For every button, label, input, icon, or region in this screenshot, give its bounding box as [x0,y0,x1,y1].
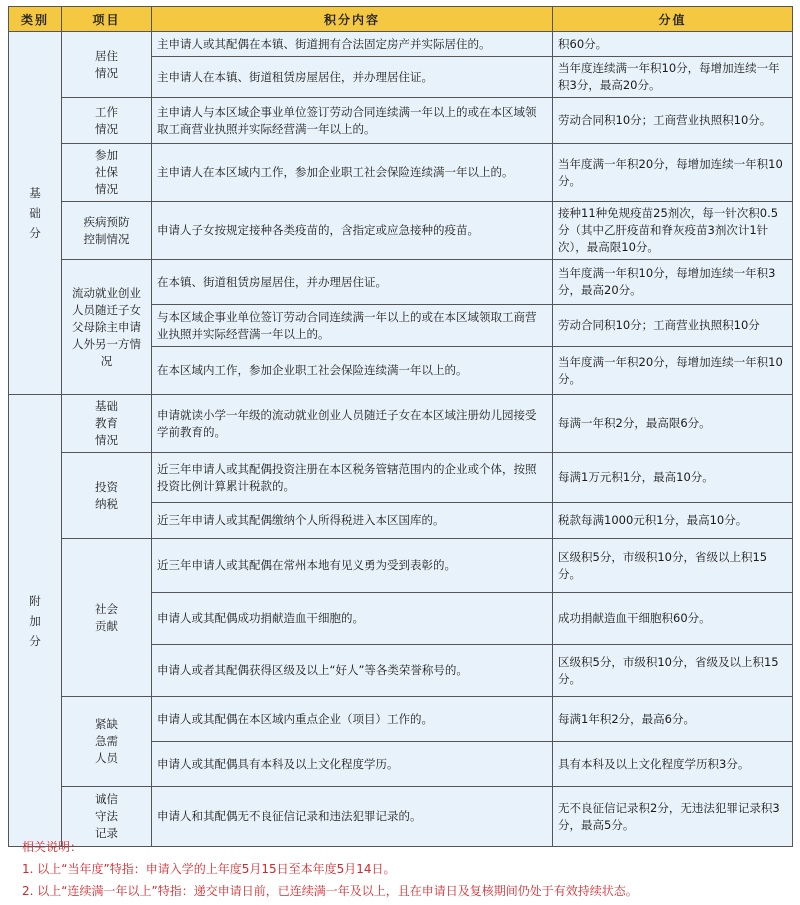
row-content: 主申请人在本镇、街道租赁房屋居住，并办理居住证。 [152,57,553,98]
notes-line-1: 1. 以上“当年度”特指：申请入学的上年度5月15日至本年度5月14日。 [22,862,396,876]
row-content: 在本镇、街道租赁房屋居住，并办理居住证。 [152,260,553,305]
item-migrant-family: 流动就业创业人员随迁子女父母除主申请人外另一方情况 [62,260,152,395]
table-row [9,697,793,742]
item-basic-education: 基础教育情况 [62,395,152,453]
row-content: 主申请人与本区域企事业单位签订劳动合同连续满一年以上的或在本区域领取工商营业执照并实际经营满一年以上的。 [152,98,553,144]
row-value: 当年度满一年积20分，每增加连续一年积10分。 [553,347,793,395]
row-content: 近三年申请人或其配偶投资注册在本区税务管辖范围内的企业或个体，按照投资比例计算累计税款的。 [152,453,553,503]
row-content: 申请人或者其配偶获得区级及以上“好人”等各类荣誉称号的。 [152,645,553,697]
row-content: 近三年申请人或其配偶缴纳个人所得税进入本区国库的。 [152,503,553,539]
row-value: 当年度连续满一年积10分，每增加连续一年积3分，最高20分。 [553,57,793,98]
row-content: 申请人或其配偶在本区域内重点企业（项目）工作的。 [152,697,553,742]
table-header-row [9,7,793,32]
row-content: 申请人或其配偶具有本科及以上文化程度学历。 [152,742,553,787]
item-residence: 居住情况 [62,32,152,98]
row-value: 每满1万元积1分，最高10分。 [553,453,793,503]
row-value: 每满1年积2分，最高6分。 [553,697,793,742]
row-content: 申请就读小学一年级的流动就业创业人员随迁子女在本区域注册幼儿园接受学前教育的。 [152,395,553,453]
table-row [9,395,793,453]
row-value: 具有本科及以上文化程度学历积3分。 [553,742,793,787]
item-work: 工作情况 [62,98,152,144]
category-basic: 基础分 [9,32,62,395]
row-value: 当年度满一年积20分，每增加连续一年积10分。 [553,144,793,202]
row-value: 当年度满一年积10分，每增加连续一年积3分，最高20分。 [553,260,793,305]
row-content: 申请人和其配偶无不良征信记录和违法犯罪记录的。 [152,787,553,847]
row-content: 申请人或其配偶成功捐献造血干细胞的。 [152,593,553,645]
header-item: 项目 [62,7,152,32]
table-row [9,453,793,503]
row-content: 在本区域内工作，参加企业职工社会保险连续满一年以上的。 [152,347,553,395]
notes-line-2: 2. 以上“连续满一年以上”特指：递交申请日前，已连续满一年及以上，且在申请日及复核期间仍处于有效持续状态。 [22,884,638,898]
row-value: 接种11种免规疫苗25剂次，每一针次积0.5分（其中乙肝疫苗和脊灰疫苗3剂次计1针次），最高限10分。 [553,202,793,260]
item-shortage-talent: 紧缺急需人员 [62,697,152,787]
table-row [9,98,793,144]
table-row [9,144,793,202]
row-value: 劳动合同积10分；工商营业执照积10分。 [553,98,793,144]
row-value: 税款每满1000元积1分，最高10分。 [553,503,793,539]
table-row [9,260,793,305]
item-integrity-record: 诚信守法记录 [62,787,152,847]
row-content: 与本区域企事业单位签订劳动合同连续满一年以上的或在本区域领取工商营业执照并实际经营满一年以上的。 [152,305,553,347]
points-table [8,6,793,847]
notes-section [22,836,638,902]
row-value: 区级积5分，市级积10分，省级以上积15分。 [553,539,793,593]
header-content: 积分内容 [152,7,553,32]
table-row [9,32,793,57]
item-social-insurance: 参加社保情况 [62,144,152,202]
row-value: 区级积5分，市级积10分，省级及以上积15分。 [553,645,793,697]
row-value: 劳动合同积10分；工商营业执照积10分 [553,305,793,347]
item-social-contribution: 社会贡献 [62,539,152,697]
item-investment-tax: 投资纳税 [62,453,152,539]
table-row [9,539,793,593]
notes-title: 相关说明： [22,840,83,854]
header-category: 类别 [9,7,62,32]
header-value: 分值 [553,7,793,32]
row-content: 主申请人在本区域内工作，参加企业职工社会保险连续满一年以上的。 [152,144,553,202]
row-content: 申请人子女按规定接种各类疫苗的，含指定或应急接种的疫苗。 [152,202,553,260]
item-disease-prevention: 疾病预防控制情况 [62,202,152,260]
row-content: 主申请人或其配偶在本镇、街道拥有合法固定房产并实际居住的。 [152,32,553,57]
row-value: 无不良征信记录积2分，无违法犯罪记录积3分，最高5分。 [553,787,793,847]
row-value: 积60分。 [553,32,793,57]
category-extra: 附加分 [9,395,62,847]
row-value: 每满一年积2分，最高限6分。 [553,395,793,453]
row-content: 近三年申请人或其配偶在常州本地有见义勇为受到表彰的。 [152,539,553,593]
row-value: 成功捐献造血干细胞积60分。 [553,593,793,645]
table-row [9,202,793,260]
